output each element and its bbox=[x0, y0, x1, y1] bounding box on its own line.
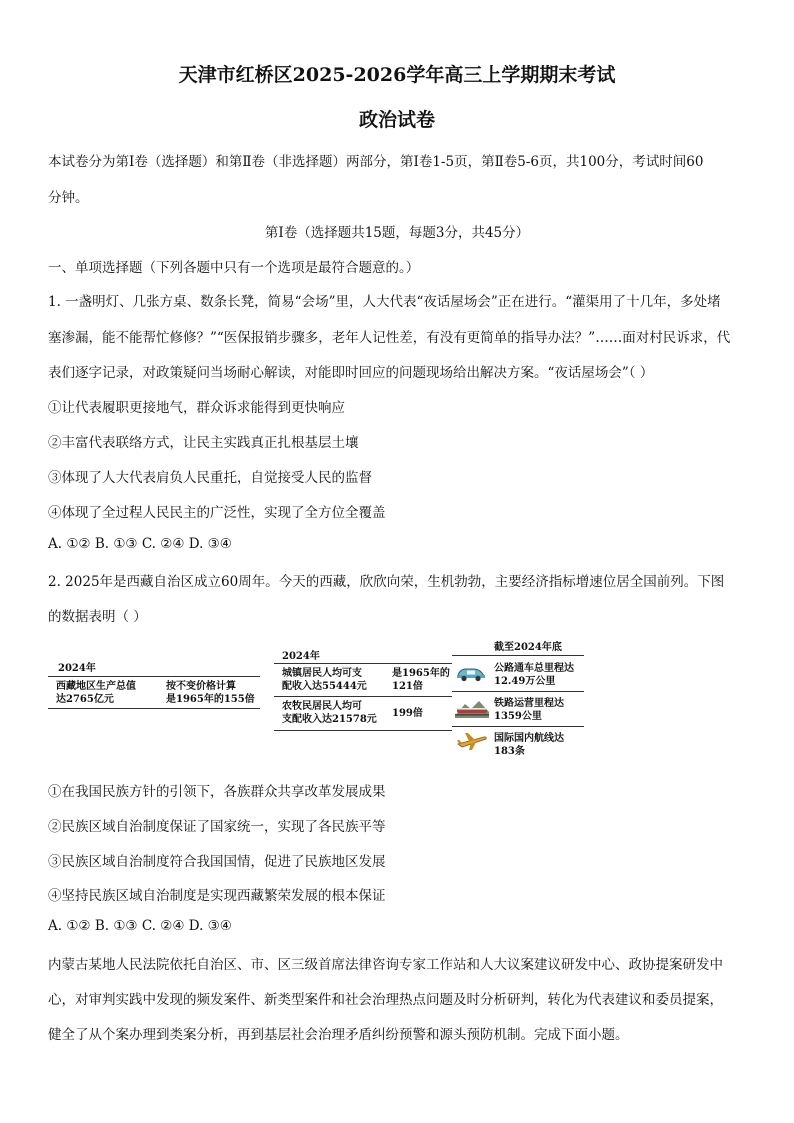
q1-stem-line-3: 表们逐字记录，对政策疑问当场耐心解读，对能即时回应的问题现场给出解决方案。“夜话屋场会”（ ） bbox=[48, 365, 654, 381]
q2-option-2: ②民族区域自治制度保证了国家统一，实现了各民族平等 bbox=[48, 819, 386, 835]
block2-bottom-rule bbox=[274, 730, 452, 731]
material-line-3: 健全了从个案办理到类案分析，再到基层社会治理矛盾纠纷预警和源头预防机制。完成下面小题。 bbox=[48, 1027, 629, 1043]
train-icon bbox=[455, 698, 489, 718]
q1-option-2: ②丰富代表联络方式，让民主实践真正扎根基层土壤 bbox=[48, 435, 359, 451]
block1-year: 2024年 bbox=[58, 663, 96, 674]
block2-row2-left-2: 支配收入达21578元 bbox=[282, 714, 377, 725]
intro-line-1: 本试卷分为第Ⅰ卷（选择题）和第Ⅱ卷（非选择题）两部分，第Ⅰ卷1-5页，第Ⅱ卷5-6页，共100分，考试时间60 bbox=[48, 154, 704, 170]
q2-stem-line-2: 的数据表明（ ） bbox=[48, 609, 147, 625]
block2-row1-right-2: 121倍 bbox=[392, 681, 423, 692]
block3-rule bbox=[452, 655, 584, 656]
block2-row1-left-1: 城镇居民人均可支 bbox=[282, 668, 362, 679]
airplane-icon bbox=[456, 731, 488, 751]
q1-option-1: ①让代表履职更接地气，群众诉求能得到更快响应 bbox=[48, 400, 345, 416]
block1-right-2: 是1965年的155倍 bbox=[166, 694, 255, 705]
q2-choices: A. ①② B. ①③ C. ②④ D. ③④ bbox=[48, 918, 232, 934]
block2-year: 2024年 bbox=[282, 651, 320, 662]
q1-stem-line-2: 塞渗漏，能不能帮忙修修？”“医保报销步骤多，老年人记性差，有没有更简单的指导办法？”……面对村民诉求，代 bbox=[48, 330, 731, 346]
q2-stem-line-1: 2. 2025年是西藏自治区成立60周年。今天的西藏，欣欣向荣，生机勃勃，主要经济指标增速位居全国前列。下图 bbox=[48, 574, 725, 590]
material-line-1: 内蒙古某地人民法院依托自治区、市、区三级首席法律咨询专家工作站和人大议案建议研发中心、政协提案研发中 bbox=[48, 957, 723, 973]
block3-item1-line2: 12.49万公里 bbox=[494, 676, 556, 687]
block3-rule-3 bbox=[452, 726, 584, 727]
q1-stem-line-1: 1. 一盏明灯、几张方桌、数条长凳，简易“会场”里，人大代表“夜话屋场会”正在进行。“灌渠用了十几年，多处堵 bbox=[48, 294, 721, 310]
block3-item1-line1: 公路通车总里程达 bbox=[494, 663, 574, 674]
q2-option-4: ④坚持民族区域自治制度是实现西藏繁荣发展的根本保证 bbox=[48, 888, 386, 904]
block2-row1-right-1: 是1965年的 bbox=[392, 668, 450, 679]
block1-left-1: 西藏地区生产总值 bbox=[56, 681, 136, 692]
block2-mid-rule bbox=[274, 696, 452, 697]
car-icon bbox=[455, 664, 487, 682]
block3-rule-2 bbox=[452, 691, 584, 692]
q2-option-3: ③民族区域自治制度符合我国国情，促进了民族地区发展 bbox=[48, 854, 386, 870]
exam-title: 天津市红桥区2025-2026学年高三上学期期末考试 bbox=[178, 64, 616, 86]
block3-item3-line1: 国际国内航线达 bbox=[494, 733, 564, 744]
block1-bottom-rule bbox=[48, 708, 260, 709]
intro-line-2: 分钟。 bbox=[48, 190, 89, 206]
q1-option-4: ④体现了全过程人民民主的广泛性，实现了全方位全覆盖 bbox=[48, 505, 386, 521]
block2-row1-left-2: 配收入达55444元 bbox=[282, 681, 367, 692]
block2-row2-right: 199倍 bbox=[392, 708, 423, 719]
exam-subject: 政治试卷 bbox=[358, 109, 435, 131]
q1-choices: A. ①② B. ①③ C. ②④ D. ③④ bbox=[48, 536, 232, 552]
part1-heading: 第Ⅰ卷（选择题共15题，每题3分，共45分） bbox=[264, 225, 530, 241]
block2-row2-left-1: 农牧民居民人均可 bbox=[282, 701, 362, 712]
block3-item3-line2: 183条 bbox=[494, 746, 525, 757]
q1-option-3: ③体现了人大代表肩负人民重托，自觉接受人民的监督 bbox=[48, 470, 372, 486]
block1-right-1: 按不变价格计算 bbox=[166, 681, 236, 692]
block2-rule bbox=[274, 663, 452, 664]
block3-item2-line2: 1359公里 bbox=[494, 711, 542, 722]
section1-heading: 一、单项选择题（下列各题中只有一个选项是最符合题意的。） bbox=[48, 260, 420, 276]
block3-title: 截至2024年底 bbox=[494, 642, 562, 653]
block1-left-2: 达2765亿元 bbox=[56, 694, 114, 705]
material-line-2: 心，对审判实践中发现的频发案件、新类型案件和社会治理热点问题及时分析研判，转化为代表建议和委员提案， bbox=[48, 992, 723, 1008]
block3-item2-line1: 铁路运营里程达 bbox=[494, 698, 564, 709]
block1-rule bbox=[48, 676, 260, 677]
q2-option-1: ①在我国民族方针的引领下，各族群众共享改革发展成果 bbox=[48, 784, 386, 800]
